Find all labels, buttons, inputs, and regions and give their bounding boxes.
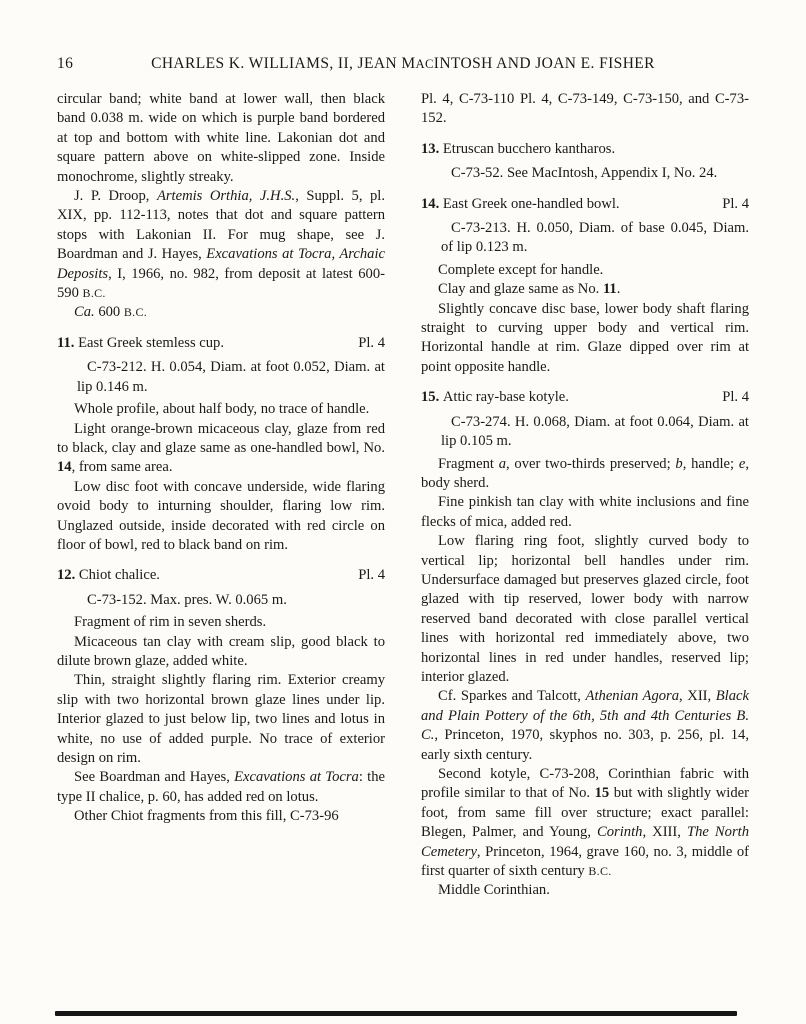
text-run: INTOSH AND JOAN E. FISHER — [433, 55, 655, 72]
text-run: C-73-274. H. 0.068, Diam. at foot 0.064, Diam. at lip 0.105 m. — [441, 413, 749, 450]
catalog-entry-heading — [421, 195, 749, 214]
text-run: Micaceous tan clay with cream slip, good black to dilute brown glaze, added white. — [57, 633, 385, 669]
catalog-number-line — [441, 413, 749, 452]
text-run: b — [675, 455, 683, 472]
paragraph — [57, 671, 385, 768]
text-run: , I, 1966, no. 982, from deposit at latest 600-590 — [57, 265, 385, 302]
text-columns — [0, 73, 806, 901]
text-run: Low disc foot with concave underside, wide flaring ovoid body to inturning shoulder, flaring low rim. Unglazed outside, inside decorated with red circle on floor of bowl, red to black band on rim. — [57, 478, 385, 553]
entry-title — [421, 195, 620, 214]
text-run: Black and Plain Pottery of the 6th, 5th and 4th Centuries B. C. — [421, 688, 749, 744]
entry-title — [57, 334, 224, 353]
entry-title-text: Chiot chalice. — [78, 567, 160, 584]
entry-title — [421, 140, 615, 159]
entry-title-text: Etruscan bucchero kantharos. — [442, 140, 616, 157]
text-run: Low flaring ring foot, slightly curved body to vertical lip; horizontal bell handles under rim. Undersurface damaged but preserves glazed circle, foot glazed with tip reserved, lower body with narrow reserved band decorated with close parallel vertical lines with horizontal red immediately above, two horizontal lines in red under handles, reserved lip; interior glazed. — [421, 533, 749, 685]
text-run: B.C. — [123, 305, 148, 320]
paragraph — [421, 881, 749, 900]
text-run: Other Chiot fragments from this fill, C-73-96 — [74, 808, 339, 825]
text-run: B.C. — [588, 864, 612, 879]
catalog-entry-heading — [421, 388, 749, 407]
text-run: C-73-152. Max. pres. W. 0.065 m. — [87, 591, 287, 608]
text-run: Athenian Agora — [585, 688, 680, 705]
paragraph — [57, 303, 385, 322]
paragraph — [57, 90, 385, 187]
text-run: , XII, — [679, 688, 716, 705]
paragraph — [421, 455, 749, 494]
entry-title-text: Attic ray-base kotyle. — [442, 389, 569, 406]
entry-title — [57, 566, 160, 585]
text-run: Light orange-brown micaceous clay, glaze from red to black, clay and glaze same as one-handled bowl, No. — [57, 420, 385, 456]
text-run: , over two-thirds preserved; — [506, 455, 676, 472]
catalog-number-line — [77, 591, 385, 610]
text-run: Middle Corinthian. — [438, 882, 550, 899]
paragraph — [57, 613, 385, 632]
text-run: Excavations at Tocra, Archaic Deposits — [57, 246, 385, 282]
paragraph — [421, 765, 749, 881]
paragraph — [57, 400, 385, 419]
entry-number: 15. — [421, 389, 443, 406]
paragraph — [421, 261, 749, 280]
text-run: C-73-213. H. 0.050, Diam. of base 0.045, Diam. of lip 0.123 m. — [441, 220, 749, 256]
text-run: , from same area. — [71, 459, 173, 476]
catalog-number-line — [77, 358, 385, 397]
paragraph — [421, 90, 749, 129]
text-run: Second kotyle, C-73-208, Corinthian fabric with profile similar to that of No. — [421, 766, 749, 802]
paragraph — [57, 187, 385, 303]
text-run: Excavations at Tocra — [234, 769, 359, 786]
paragraph — [57, 768, 385, 807]
text-run: . — [616, 281, 621, 298]
paragraph — [421, 300, 749, 378]
text-run: Pl. 4, C-73-110 Pl. 4, C-73-149, C-73-150, and C-73-152. — [421, 91, 749, 127]
page-number: 16 — [57, 55, 74, 72]
catalog-entry-heading — [421, 140, 749, 159]
entry-title-text: East Greek stemless cup. — [78, 334, 224, 351]
text-run: C-73-52. See MacIntosh, Appendix I, No. 24. — [451, 165, 718, 182]
text-run: , body sherd. — [421, 455, 749, 491]
catalog-entry-heading — [57, 566, 385, 585]
paragraph — [57, 420, 385, 478]
entry-number: 13. — [421, 140, 443, 157]
text-run: AC — [415, 57, 434, 71]
plate-reference: Pl. 4 — [722, 195, 749, 212]
text-run: e — [738, 455, 746, 472]
text-run: Slightly concave disc base, lower body shaft flaring straight to curving upper body and vertical rim. Horizontal handle at rim. Glaze dipped over rim at point opposite handle. — [421, 300, 749, 375]
text-run: Clay and glaze same as No. — [438, 281, 603, 298]
paragraph — [421, 493, 749, 532]
text-run: Artemis Orthia, J.H.S. — [156, 188, 296, 205]
text-run: , XIII, — [642, 824, 687, 841]
text-run: , handle; — [682, 455, 739, 472]
paragraph — [57, 478, 385, 556]
paragraph — [57, 807, 385, 826]
page-header — [0, 0, 806, 73]
plate-reference: Pl. 4 — [358, 334, 385, 351]
page-edge-line — [55, 1011, 737, 1016]
text-run: Fragment — [438, 455, 499, 472]
text-run: , Suppl. 5, pl. XIX, pp. 112-113, notes that dot and square pattern stops with Lakonian II. For mug shape, see J. Boardman and J. Hayes, — [57, 188, 386, 263]
paragraph — [421, 687, 749, 765]
text-run: Thin, straight slightly flaring rim. Exterior creamy slip with two horizontal brown glaze lines under lip. Interior glazed to just below lip, two lines and lotus in white, no use of added purple. No trace of exterior design on rim. — [57, 672, 385, 766]
text-run: : the type II chalice, p. 60, has added red on lotus. — [57, 769, 385, 805]
paragraph — [421, 532, 749, 687]
text-run: Whole profile, about half body, no trace of handle. — [74, 401, 370, 418]
text-run: circular band; white band at lower wall, then black band 0.038 m. wide on which is purple band bordered at top and bottom with white line. Lakonian dot and square pattern above on white-slipped zone. Inside monochrome, slightly streaky. — [57, 91, 385, 185]
entry-number: 12. — [57, 567, 79, 584]
paragraph — [421, 280, 749, 299]
entry-title-text: East Greek one-handled bowl. — [442, 195, 620, 212]
text-run: a — [498, 455, 506, 472]
text-run: Fine pinkish tan clay with white inclusions and fine flecks of mica, added red. — [421, 494, 749, 530]
text-run: 11 — [602, 281, 617, 298]
plate-reference: Pl. 4 — [358, 567, 385, 584]
text-run: Ca. — [74, 304, 95, 321]
text-run: CHARLES K. WILLIAMS, II, JEAN M — [151, 55, 416, 72]
text-run: Complete except for handle. — [438, 261, 604, 278]
text-run: Corinth — [597, 824, 643, 841]
text-run: , Princeton, 1964, grave 160, no. 3, middle of first quarter of sixth century — [421, 843, 749, 880]
text-run: but with slightly wider foot, from same fill over structure; exact parallel: Blegen, Palmer, and Young, — [421, 785, 749, 841]
left-column — [57, 90, 385, 901]
text-run: 600 — [94, 304, 124, 321]
text-run: See Boardman and Hayes, — [74, 769, 235, 786]
running-head — [151, 55, 655, 72]
catalog-number-line — [441, 219, 749, 258]
text-run: The North Cemetery — [421, 824, 749, 860]
text-run: B.C. — [82, 286, 106, 301]
text-run: Cf. Sparkes and Talcott, — [438, 688, 586, 705]
text-run: C-73-212. H. 0.054, Diam. at foot 0.052, Diam. at lip 0.146 m. — [77, 359, 385, 395]
text-run: 15 — [594, 785, 610, 802]
entry-number: 11. — [57, 334, 79, 351]
text-run: Fragment of rim in seven sherds. — [74, 614, 267, 631]
catalog-entry-heading — [57, 334, 385, 353]
text-run: J. P. Droop, — [74, 188, 157, 205]
text-run: , Princeton, 1970, skyphos no. 303, p. 256, pl. 14, early sixth century. — [421, 727, 749, 763]
entry-number: 14. — [421, 195, 443, 212]
right-column — [421, 90, 749, 901]
plate-reference: Pl. 4 — [722, 389, 749, 406]
entry-title — [421, 388, 569, 407]
text-run: 14 — [57, 459, 72, 476]
paragraph — [57, 633, 385, 672]
catalog-number-line — [441, 164, 749, 183]
